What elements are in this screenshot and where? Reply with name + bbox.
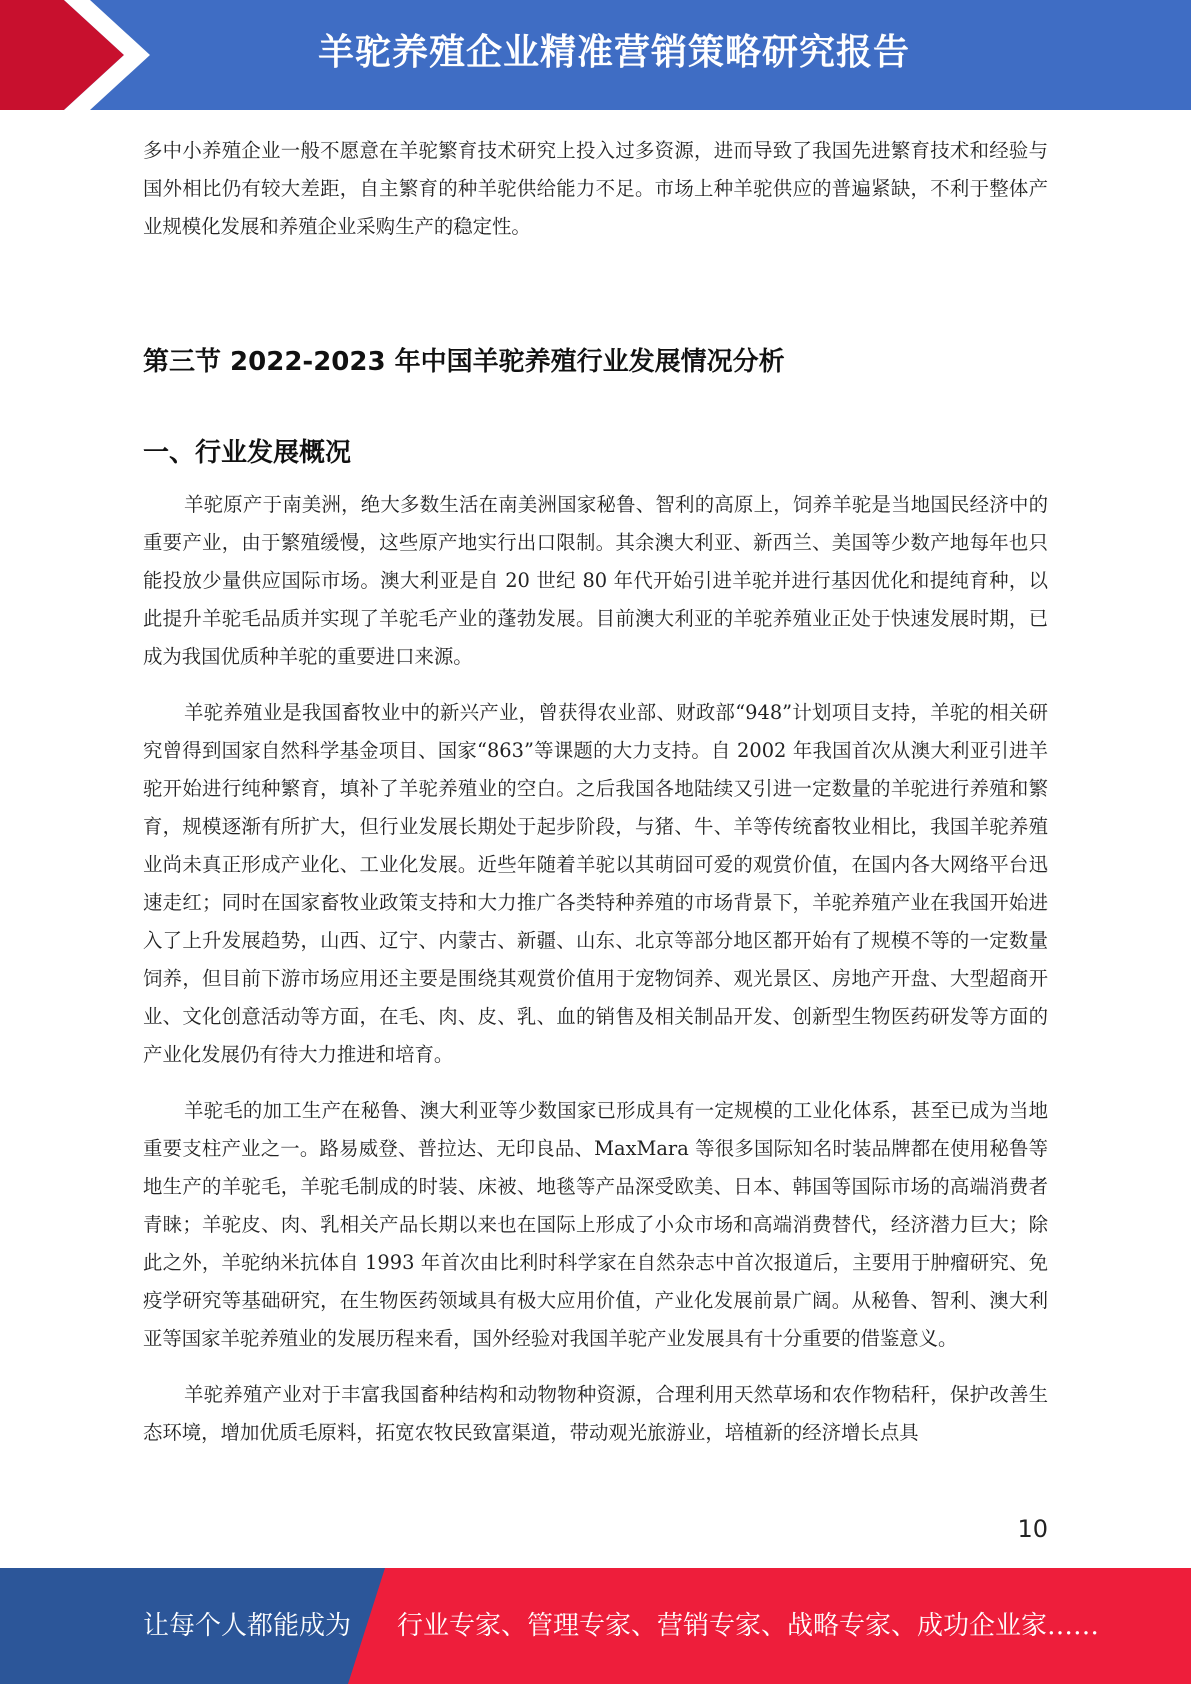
page-footer [0,1568,1191,1684]
body-paragraph-1: 羊驼原产于南美洲，绝大多数生活在南美洲国家秘鲁、智利的高原上，饲养羊驼是当地国民经济中的重要产业，由于繁殖缓慢，这些原产地实行出口限制。其余澳大利亚、新西兰、美国等少数产地每年也只能投放少量供应国际市场。澳大利亚是自 20 世纪 80 年代开始引进羊驼并进行基因优化和提纯育种，以此提升羊驼毛品质并实现了羊驼毛产业的蓬勃发展。目前澳大利亚的羊驼养殖业正处于快速发展时期，已成为我国优质种羊驼的重要进口来源。 [143,493,1048,668]
footer-slogan-left: 让每个人都能成为 [143,1611,352,1641]
page-number: 10 [1017,1515,1048,1543]
body-paragraph-4: 羊驼养殖产业对于丰富我国畜种结构和动物物种资源，合理利用天然草场和农作物秸秆，保护改善生态环境，增加优质毛原料，拓宽农牧民致富渠道，带动观光旅游业，培植新的经济增长点具 [143,1383,1048,1444]
body-paragraph-3: 羊驼毛的加工生产在秘鲁、澳大利亚等少数国家已形成具有一定规模的工业化体系，甚至已成为当地重要支柱产业之一。路易威登、普拉达、无印良品、MaxMara 等很多国际知名时装品牌都在使用秘鲁等地生产的羊驼毛，羊驼毛制成的时装、床被、地毯等产品深受欧美、日本、韩国等国际市场的高端消费者青睐；羊驼皮、肉、乳相关产品长期以来也在国际上形成了小众市场和高端消费替代，经济潜力巨大；除此之外，羊驼纳米抗体自 1993 年首次由比利时科学家在自然杂志中首次报道后，主要用于肿瘤研究、免疫学研究等基础研究，在生物医药领域具有极大应用价值，产业化发展前景广阔。从秘鲁、智利、澳大利亚等国家羊驼养殖业的发展历程来看，国外经验对我国羊驼产业发展具有十分重要的借鉴意义。 [143,1099,1048,1350]
report-title: 羊驼养殖企业精准营销策略研究报告 [318,32,911,73]
page-content [143,132,1048,1452]
footer-slogan-right: 行业专家、管理专家、营销专家、战略专家、成功企业家…… [397,1611,1100,1641]
header-arrow-decoration [0,0,160,110]
section-title: 第三节 2022-2023 年中国羊驼养殖行业发展情况分析 [143,347,785,377]
intro-paragraph: 多中小养殖企业一般不愿意在羊驼繁育技术研究上投入过多资源，进而导致了我国先进繁育技术和经验与国外相比仍有较大差距，自主繁育的种羊驼供给能力不足。市场上种羊驼供应的普遍紧缺，不利于整体产业规模化发展和养殖企业采购生产的稳定性。 [143,139,1048,238]
page-header [0,0,1191,110]
subsection-title: 一、行业发展概况 [143,438,352,468]
body-paragraph-2: 羊驼养殖业是我国畜牧业中的新兴产业，曾获得农业部、财政部“948”计划项目支持，羊驼的相关研究曾得到国家自然科学基金项目、国家“863”等课题的大力支持。自 2002 年我国首次从澳大利亚引进羊驼开始进行纯种繁育，填补了羊驼养殖业的空白。之后我国各地陆续又引进一定数量的羊驼进行养殖和繁育，规模逐渐有所扩大，但行业发展长期处于起步阶段，与猪、牛、羊等传统畜牧业相比，我国羊驼养殖业尚未真正形成产业化、工业化发展。近些年随着羊驼以其萌囧可爱的观赏价值，在国内各大网络平台迅速走红；同时在国家畜牧业政策支持和大力推广各类特种养殖的市场背景下，羊驼养殖产业在我国开始进入了上升发展趋势，山西、辽宁、内蒙古、新疆、山东、北京等部分地区都开始有了规模不等的一定数量饲养，但目前下游市场应用还主要是围绕其观赏价值用于宠物饲养、观光景区、房地产开盘、大型超商开业、文化创意活动等方面，在毛、肉、皮、乳、血的销售及相关制品开发、创新型生物医药研发等方面的产业化发展仍有待大力推进和培育。 [143,701,1048,1066]
